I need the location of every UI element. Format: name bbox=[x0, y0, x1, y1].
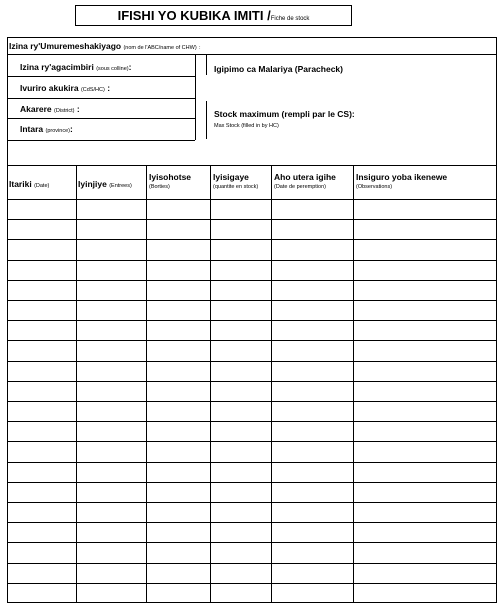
table-row bbox=[8, 482, 497, 483]
table-row bbox=[8, 361, 497, 362]
table-top-border bbox=[8, 165, 497, 166]
table-row bbox=[8, 441, 497, 442]
column-header-observations: Insiguro yoba ikenewe (Observations) bbox=[356, 172, 448, 190]
divider bbox=[206, 54, 207, 75]
column-divider bbox=[76, 165, 77, 603]
column-header-sorties: Iyisohotse (Borties) bbox=[149, 172, 192, 190]
column-header-peremption: Aho utera igihe (Date de peremption) bbox=[274, 172, 336, 190]
table-row bbox=[8, 280, 497, 281]
province-field: Intara (province): bbox=[20, 124, 73, 134]
column-header-entrees: Iyinjiye (Entrees) bbox=[78, 179, 132, 189]
cds-field: Ivuriro akukira (CdS/HC) : bbox=[20, 83, 111, 93]
column-divider bbox=[271, 165, 272, 603]
table-row bbox=[8, 542, 497, 543]
column-divider bbox=[146, 165, 147, 603]
divider bbox=[8, 98, 195, 99]
stock-max-field: Stock maximum (rempli par le CS): bbox=[214, 109, 355, 119]
table-row bbox=[8, 300, 497, 301]
divider bbox=[8, 54, 497, 55]
product-field: Igipimo ca Malariya (Paracheck) bbox=[214, 64, 343, 74]
column-divider bbox=[353, 165, 354, 603]
sous-colline-field: Izina ry'agacimbiri (sous colline): bbox=[20, 62, 132, 72]
divider bbox=[8, 76, 195, 77]
table-row bbox=[8, 502, 497, 503]
table-row bbox=[8, 260, 497, 261]
table-row bbox=[8, 401, 497, 402]
header-divider bbox=[8, 199, 497, 200]
table-row bbox=[8, 421, 497, 422]
table-row bbox=[8, 462, 497, 463]
column-header-stock: Iyisigaye (quantite en stock) bbox=[213, 172, 259, 190]
divider bbox=[206, 101, 207, 139]
table-row bbox=[8, 320, 497, 321]
table-row bbox=[8, 522, 497, 523]
table-row bbox=[8, 340, 497, 341]
column-header-date: Itariki (Date) bbox=[9, 179, 50, 189]
table-row bbox=[8, 239, 497, 240]
title-sub: Fiche de stock bbox=[270, 16, 310, 22]
stock-max-sub: Max Stock (filled in by HC) bbox=[214, 123, 279, 129]
divider bbox=[195, 54, 196, 140]
form-title bbox=[75, 5, 352, 26]
title-main: IFISHI YO KUBIKA IMITI / bbox=[117, 8, 271, 23]
chw-name-field: Izina ry'Umuremeshakiyago (nom de l'ABC/name of CHW) : bbox=[9, 41, 201, 51]
divider bbox=[8, 140, 195, 141]
table-row bbox=[8, 563, 497, 564]
divider bbox=[8, 118, 195, 119]
table-row bbox=[8, 583, 497, 584]
column-divider bbox=[210, 165, 211, 603]
district-field: Akarere (District) : bbox=[20, 104, 80, 114]
stock-form bbox=[7, 37, 497, 603]
table-row bbox=[8, 219, 497, 220]
table-row bbox=[8, 381, 497, 382]
